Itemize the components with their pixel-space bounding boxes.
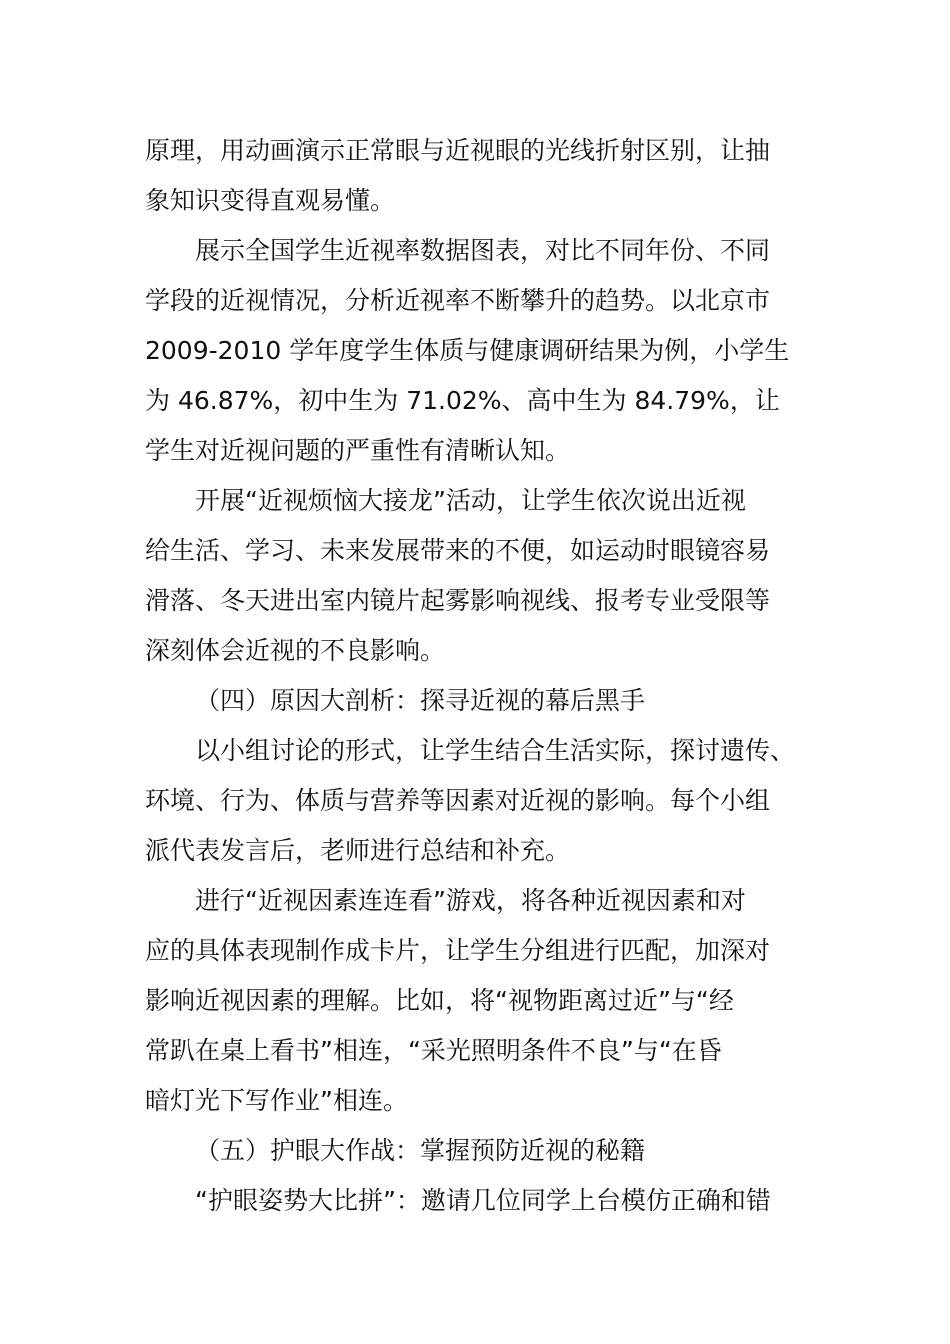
text-line: 给生活、学习、未来发展带来的不便，如运动时眼镜容易 xyxy=(145,536,771,565)
paragraph-start: “护眼姿势大比拼”：邀请几位同学上台模仿正确和错 xyxy=(195,1186,771,1215)
text-line: 为 46.87%，初中生为 71.02%、高中生为 84.79%，让 xyxy=(145,386,780,415)
text-line: 象知识变得直观易懂。 xyxy=(145,186,396,215)
paragraph-start: 开展“近视烦恼大接龙”活动，让学生依次说出近视 xyxy=(195,486,746,515)
text-line: 影响近视因素的理解。比如，将“视物距离过近”与“经 xyxy=(145,986,734,1015)
section-heading: （五）护眼大作战：掌握预防近视的秘籍 xyxy=(195,1136,646,1165)
text-line: 2009-2010 学年度学生体质与健康调研结果为例，小学生 xyxy=(145,336,790,365)
text-line: 派代表发言后，老师进行总结和补充。 xyxy=(145,836,571,865)
text-line: 应的具体表现制作成卡片，让学生分组进行匹配，加深对 xyxy=(145,936,771,965)
text-line: 深刻体会近视的不良影响。 xyxy=(145,636,446,665)
paragraph-start: 以小组讨论的形式，让学生结合生活实际，探讨遗传、 xyxy=(195,736,796,765)
text-line: 暗灯光下写作业”相连。 xyxy=(145,1086,408,1115)
paragraph-start: 展示全国学生近视率数据图表，对比不同年份、不同 xyxy=(195,236,771,265)
text-line: 常趴在桌上看书”相连，“采光照明条件不良”与“在昏 xyxy=(145,1036,722,1065)
text-line: 环境、行为、体质与营养等因素对近视的影响。每个小组 xyxy=(145,786,771,815)
text-line: 学段的近视情况，分析近视率不断攀升的趋势。以北京市 xyxy=(145,286,771,315)
text-line: 学生对近视问题的严重性有清晰认知。 xyxy=(145,436,571,465)
paragraph-start: 进行“近视因素连连看”游戏，将各种近视因素和对 xyxy=(195,886,746,915)
section-heading: （四）原因大剖析：探寻近视的幕后黑手 xyxy=(195,686,646,715)
text-line: 滑落、冬天进出室内镜片起雾影响视线、报考专业受限等 xyxy=(145,586,771,615)
text-line: 原理，用动画演示正常眼与近视眼的光线折射区别，让抽 xyxy=(145,136,771,165)
